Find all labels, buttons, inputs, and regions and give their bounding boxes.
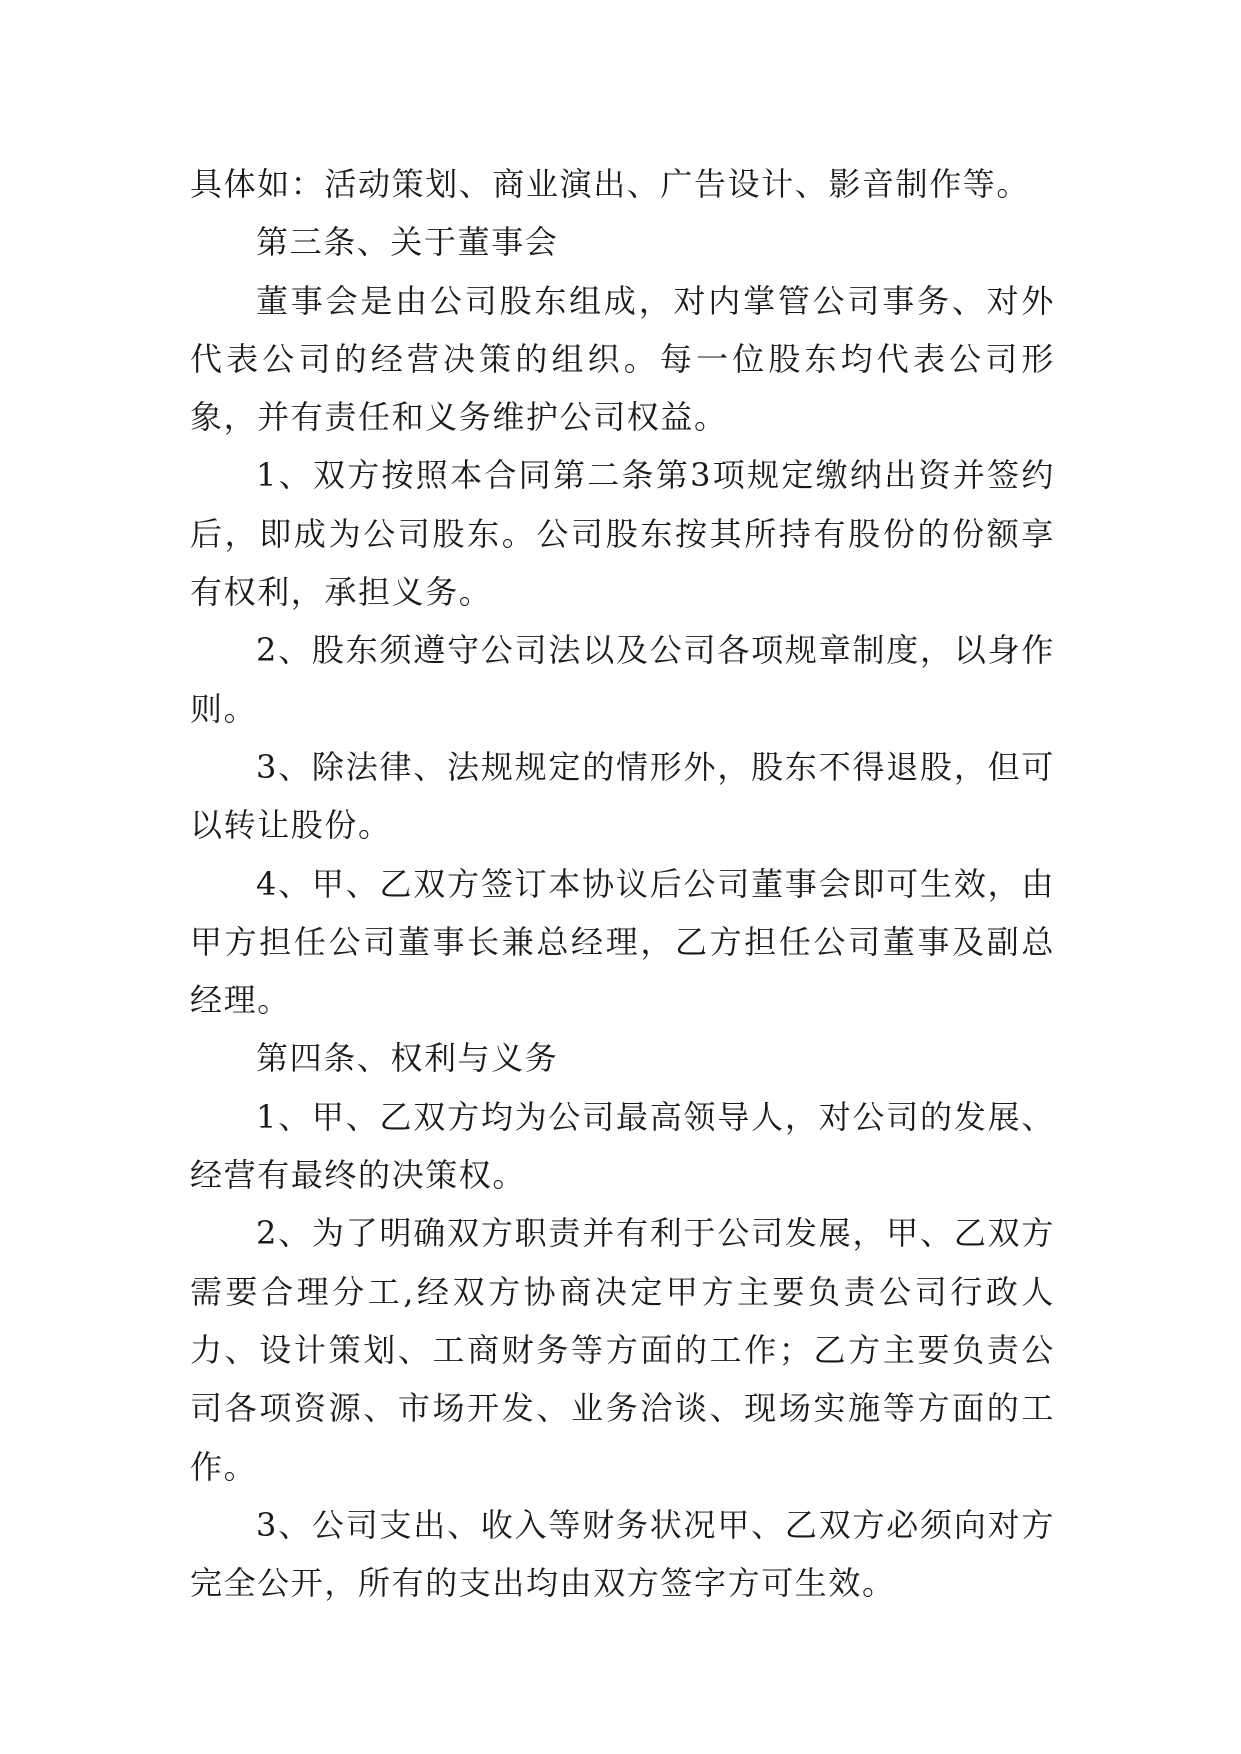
clause-3-3: 3、除法律、法规规定的情形外，股东不得退股，但可以转让股份。 — [190, 747, 1055, 845]
clause-3-1: 1、双方按照本合同第二条第3项规定缴纳出资并签约后，即成为公司股东。公司股东按其所持有股份的份额享有权利，承担义务。 — [190, 456, 1055, 612]
clause-3-2: 2、股东须遵守公司法以及公司各项规章制度，以身作则。 — [190, 631, 1055, 728]
section-heading-article-3: 第三条、关于董事会 — [256, 223, 559, 262]
clause-4-3: 3、公司支出、收入等财务状况甲、乙双方必须向对方完全公开，所有的支出均由双方签字方可生效。 — [190, 1505, 1055, 1603]
clause-3-4: 4、甲、乙双方签订本协议后公司董事会即可生效，由甲方担任公司董事长兼总经理，乙方担任公司董事及副总经理。 — [190, 864, 1055, 1020]
paragraph-board-definition: 董事会是由公司股东组成，对内掌管公司事务、对外代表公司的经营决策的组织。每一位股东均代表公司形象，并有责任和义务维护公司权益。 — [190, 281, 1055, 437]
section-heading-article-4: 第四条、权利与义务 — [256, 1039, 559, 1078]
document-body — [190, 155, 1055, 1612]
paragraph-continuation: 具体如：活动策划、商业演出、广告设计、影音制作等。 — [190, 165, 1031, 203]
clause-4-2: 2、为了明确双方职责并有利于公司发展，甲、乙双方需要合理分工,经双方协商决定甲方主要负责公司行政人力、设计策划、工商财务等方面的工作；乙方主要负责公司各项资源、市场开发、业务洽谈、现场实施等方面的工作。 — [190, 1214, 1055, 1486]
clause-4-1: 1、甲、乙双方均为公司最高领导人，对公司的发展、经营有最终的决策权。 — [190, 1097, 1055, 1195]
